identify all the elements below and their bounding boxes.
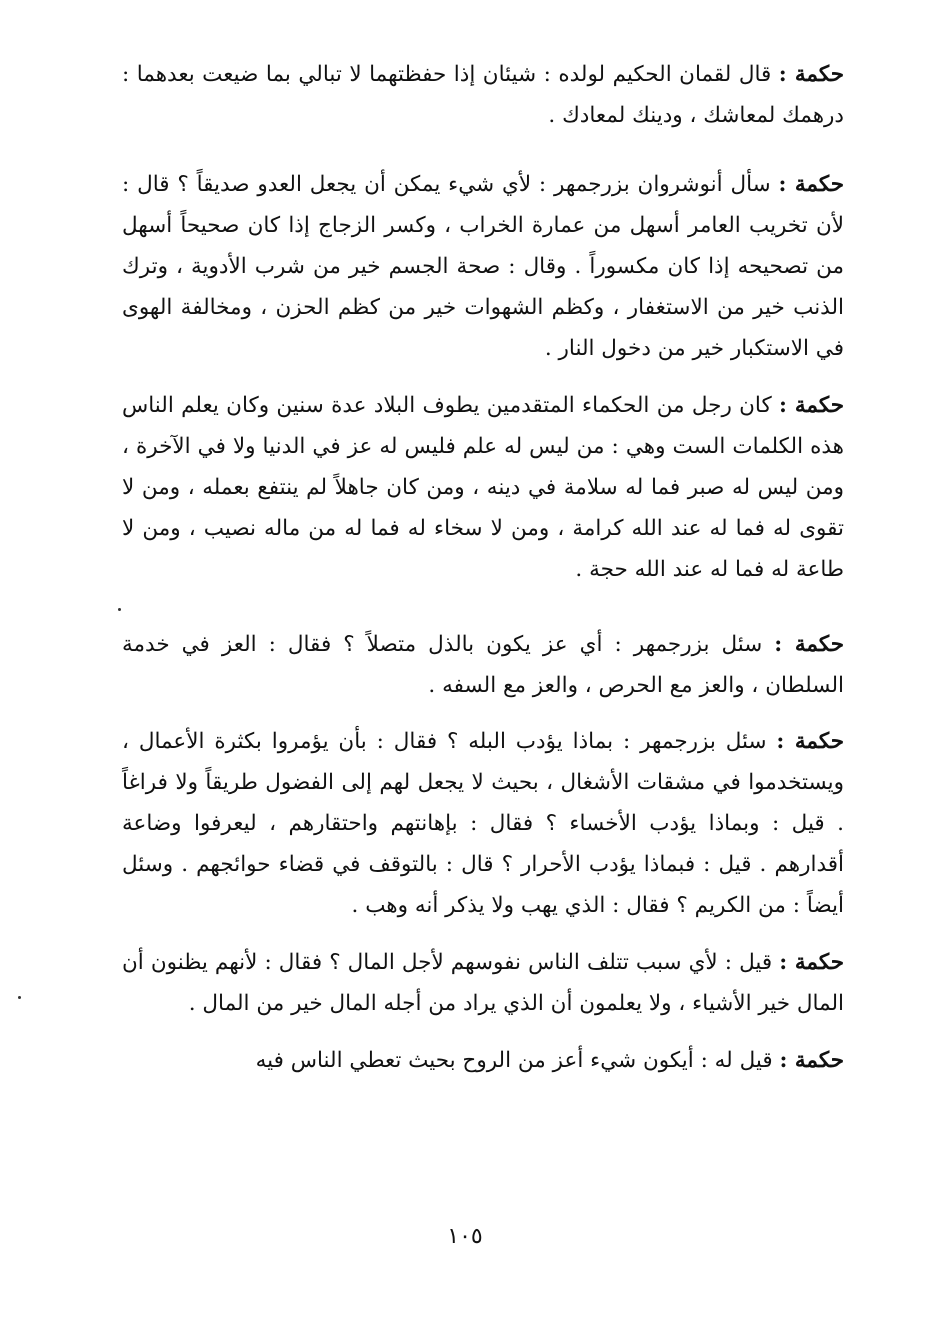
- paragraph-2: [122, 164, 844, 369]
- paragraph-7: [122, 1040, 844, 1081]
- scan-speck: [18, 996, 21, 999]
- paragraph-label: حكمة :: [779, 1048, 844, 1073]
- paragraph-text: قيل له : أيكون شيء أعز من الروح بحيث تعطي الناس فيه: [255, 1048, 780, 1073]
- paragraph-text: سئل بزرجمهر : بماذا يؤدب البله ؟ فقال : بأن يؤمروا بكثرة الأعمال ، ويستخدموا في مشقات الأشغال ، بحيث لا يجعل لهم إلى الفضول طريقاً ولا فراغاً . قيل : وبماذا يؤدب الأخساء ؟ فقال : بإهانتهم واحتقارهم ، ليعرفوا وضاعة أقدارهم . قيل : فبماذا يؤدب الأحرار ؟ قال : بالتوقف في قضاء حوائجهم . وسئل أيضاً : من الكريم ؟ فقال : الذي يهب ولا يذكر أنه وهب .: [122, 729, 844, 918]
- paragraph-5: [122, 721, 844, 926]
- paragraph-label: حكمة :: [779, 950, 844, 975]
- paragraph-4: [122, 624, 844, 706]
- paragraph-label: حكمة :: [779, 393, 845, 418]
- paragraph-text: سأل أنوشروان بزرجمهر : لأي شيء يمكن أن يجعل العدو صديقاً ؟ قال : لأن تخريب العامر أسهل من عمارة الخراب ، وكسر الزجاج إذا كان صحيحاً أسهل من تصحيحه إذا كان مكسوراً . وقال : صحة الجسم خير من شرب الأدوية ، وترك الذنب خير من الاستغفار ، وكظم الشهوات خير من كظم الحزن ، ومخالفة الهوى في الاستكبار خير من دخول النار .: [122, 172, 844, 361]
- paragraph-3: [122, 385, 844, 590]
- paragraph-text: قيل : لأي سبب تتلف الناس نفوسهم لأجل المال ؟ فقال : لأنهم يظنون أن المال خير الأشياء ، ولا يعلمون أن الذي يراد من أجله المال خير من المال .: [122, 950, 844, 1016]
- paragraph-label: حكمة :: [774, 632, 845, 657]
- paragraph-text: كان رجل من الحكماء المتقدمين يطوف البلاد عدة سنين وكان يعلم الناس هذه الكلمات الست وهي : من ليس له علم فليس له عز في الدنيا ولا في الآخرة ، ومن ليس له صبر فما له سلامة في دينه ، ومن كان جاهلاً لم ينتفع بعمله ، ومن لا تقوى له فما له عند الله كرامة ، ومن لا سخاء له فما له من ماله نصيب ، ومن لا طاعة له فما له عند الله حجة .: [122, 393, 844, 582]
- paragraph-text: سئل بزرجمهر : أي عز يكون بالذل متصلاً ؟ فقال : العز في خدمة السلطان ، والعز مع الحرص ، والعز مع السفه .: [122, 632, 844, 698]
- paragraph-text: قال لقمان الحكيم لولده : شيئان إذا حفظتهما لا تبالي بما ضيعت بعدهما : درهمك لمعاشك ، ودينك لمعادك .: [122, 62, 844, 128]
- paragraph-6: [122, 942, 844, 1024]
- paragraph-1: [122, 54, 844, 136]
- page-body: [122, 54, 844, 1081]
- paragraph-label: حكمة :: [778, 172, 845, 197]
- scan-speck: [118, 608, 121, 611]
- page-number: ١٠٥: [447, 1224, 483, 1249]
- paragraph-label: حكمة :: [778, 62, 844, 87]
- paragraph-label: حكمة :: [776, 729, 844, 754]
